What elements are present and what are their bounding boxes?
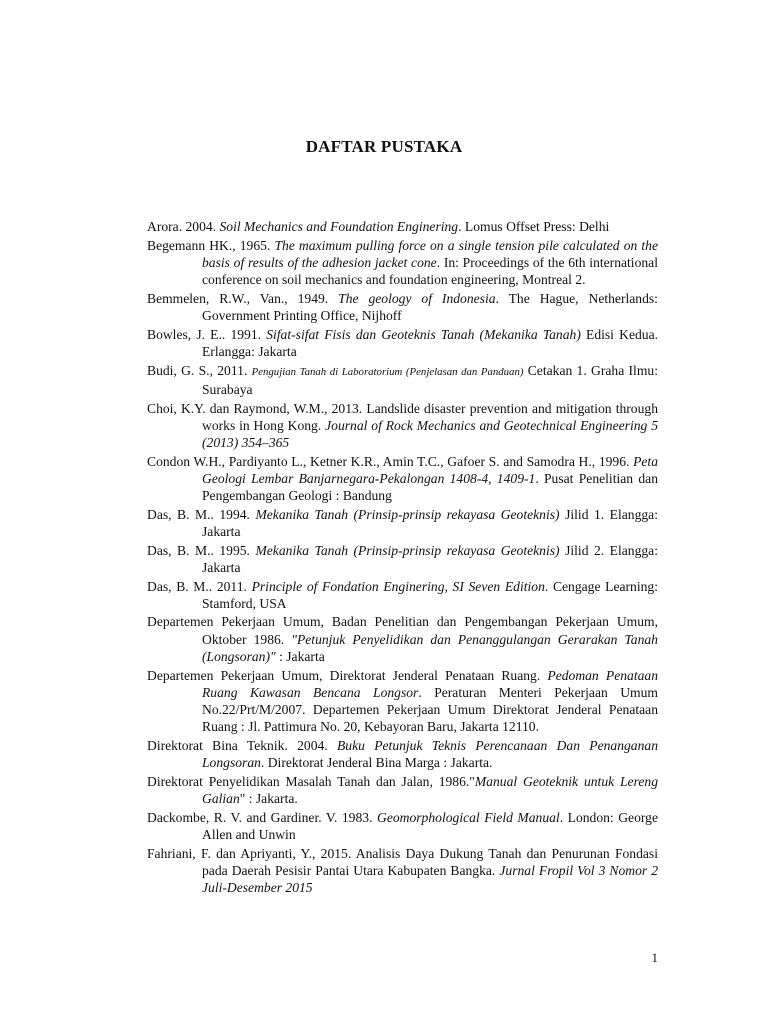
reference-text: Budi, G. S., 2011. xyxy=(147,362,252,378)
reference-text: Begemann HK., 1965. xyxy=(147,237,275,253)
reference-text: . Cengage Learning: Stamford, USA xyxy=(202,578,658,611)
reference-text: Bowles, J. E.. 1991. xyxy=(147,326,267,342)
reference-title: "Petunjuk Penyelidikan dan Penanggulangan Gerarakan Tanah (Longsoran)" xyxy=(202,631,658,664)
reference-title: Sifat-sifat Fisis dan Geoteknis Tanah (Mekanika Tanah) xyxy=(266,326,581,342)
reference-item xyxy=(147,737,658,771)
reference-item xyxy=(147,362,658,398)
reference-item xyxy=(147,667,658,736)
reference-item xyxy=(147,773,658,807)
reference-text: Fahriani, F. dan Apriyanti, Y., 2015. Analisis Daya Dukung Tanah dan Penurunan Fondasi pada Daerah Pesisir Pantai Utara Kabupaten Bangka. xyxy=(147,845,658,878)
reference-text: Condon W.H., Pardiyanto L., Ketner K.R., Amin T.C., Gafoer S. and Samodra H., 1996. xyxy=(147,453,634,469)
reference-text: " : Jakarta. xyxy=(239,791,298,806)
reference-title: The maximum pulling force on a single tension pile calculated on the basis of results of the adhesion jacket cone xyxy=(202,237,658,270)
reference-text: . Pusat Penelitian dan Pengembangan Geologi : Bandung xyxy=(202,470,658,504)
reference-text: Direktorat Bina Teknik. 2004. xyxy=(147,737,337,753)
reference-item xyxy=(147,542,658,576)
reference-title: Mekanika Tanah (Prinsip-prinsip rekayasa Geoteknis) xyxy=(255,506,560,522)
reference-text: . Peraturan Menteri Pekerjaan Umum No.22/Prt/M/2007. Departemen Pekerjaan Umum Direktorat Jenderal Penataan Ruang : Jl. Pattimura No. 20, Kebayoran Baru, Jakarta 12110. xyxy=(202,684,659,735)
reference-title: Buku Petunjuk Teknis Perencanaan Dan Penanganan Longsoran xyxy=(202,737,658,771)
reference-text: Departemen Pekerjaan Umum, Direktorat Jenderal Penataan Ruang. xyxy=(147,667,548,683)
reference-title: Pengujian Tanah di Laboratorium (Penjelasan dan Panduan) xyxy=(251,365,524,378)
reference-item xyxy=(147,237,658,289)
reference-item xyxy=(147,218,658,235)
reference-text: Departemen Pekerjaan Umum, Badan Penelitian dan Pengembangan Pekerjaan Umum, Oktober 1986. xyxy=(147,614,658,647)
reference-text: Edisi Kedua. Erlangga: Jakarta xyxy=(202,326,658,359)
reference-item xyxy=(147,326,658,360)
reference-text: Bemmelen, R.W., Van., 1949. xyxy=(147,290,339,306)
reference-text: Arora. 2004. xyxy=(147,219,220,234)
reference-text: Jilid 1. Elangga: Jakarta xyxy=(202,506,658,539)
reference-text: . London: George Allen and Unwin xyxy=(202,809,658,842)
reference-title: Peta Geologi Lembar Banjarnegara-Pekalongan 1408-4, 1409-1 xyxy=(202,453,658,486)
reference-list xyxy=(147,218,658,898)
reference-text: Das, B. M.. 1994. xyxy=(147,506,256,522)
reference-title: Soil Mechanics and Foundation Enginering xyxy=(219,219,459,234)
reference-text: . In: Proceedings of the 6th international conference on soil mechanics and foundation engineering, Montreal 2. xyxy=(202,254,658,288)
reference-text: Das, B. M.. 2011. xyxy=(147,578,252,594)
reference-text: Das, B. M.. 1995. xyxy=(147,542,256,558)
reference-title: Mekanika Tanah (Prinsip-prinsip rekayasa Geoteknis) xyxy=(255,542,560,558)
reference-title: Manual Geoteknik untuk Lereng Galian xyxy=(202,773,659,806)
reference-text: Direktorat Penyelidikan Masalah Tanah dan Jalan, 1986." xyxy=(147,773,475,789)
page-number: 1 xyxy=(651,950,658,965)
reference-title: Pedoman Penataan Ruang Kawasan Bencana Longsor xyxy=(202,667,658,700)
reference-item xyxy=(147,453,658,505)
reference-title: Principle of Fondation Enginering, SI Seven Edition xyxy=(251,578,545,594)
reference-text: Dackombe, R. V. and Gardiner. V. 1983. xyxy=(147,809,377,825)
reference-text: . The Hague, Netherlands: Government Printing Office, Nijhoff xyxy=(202,290,658,324)
reference-text: : Jakarta xyxy=(275,648,325,664)
reference-item xyxy=(147,578,658,612)
reference-item xyxy=(147,400,658,452)
reference-text: Choi, K.Y. dan Raymond, W.M., 2013. Landslide disaster prevention and mitigation through works in Hong Kong. xyxy=(147,400,658,433)
reference-title: Geomorphological Field Manual xyxy=(377,809,560,825)
reference-text: Jilid 2. Elangga: Jakarta xyxy=(202,542,658,575)
reference-text: Cetakan 1. Graha Ilmu: Surabaya xyxy=(202,362,658,397)
reference-item xyxy=(147,290,658,324)
reference-text: . Lomus Offset Press: Delhi xyxy=(458,219,610,234)
reference-item xyxy=(147,613,658,665)
reference-item xyxy=(147,809,658,843)
reference-title: The geology of Indonesia xyxy=(338,290,496,306)
reference-item xyxy=(147,506,658,540)
page-title: DAFTAR PUSTAKA xyxy=(305,137,463,156)
reference-title: Journal of Rock Mechanics and Geotechnical Engineering 5 (2013) 354–365 xyxy=(202,417,658,450)
reference-text: . Direktorat Jenderal Bina Marga : Jakarta. xyxy=(260,755,493,771)
reference-item xyxy=(147,845,658,897)
reference-title: Jurnal Fropil Vol 3 Nomor 2 Juli-Desember 2015 xyxy=(202,862,659,896)
